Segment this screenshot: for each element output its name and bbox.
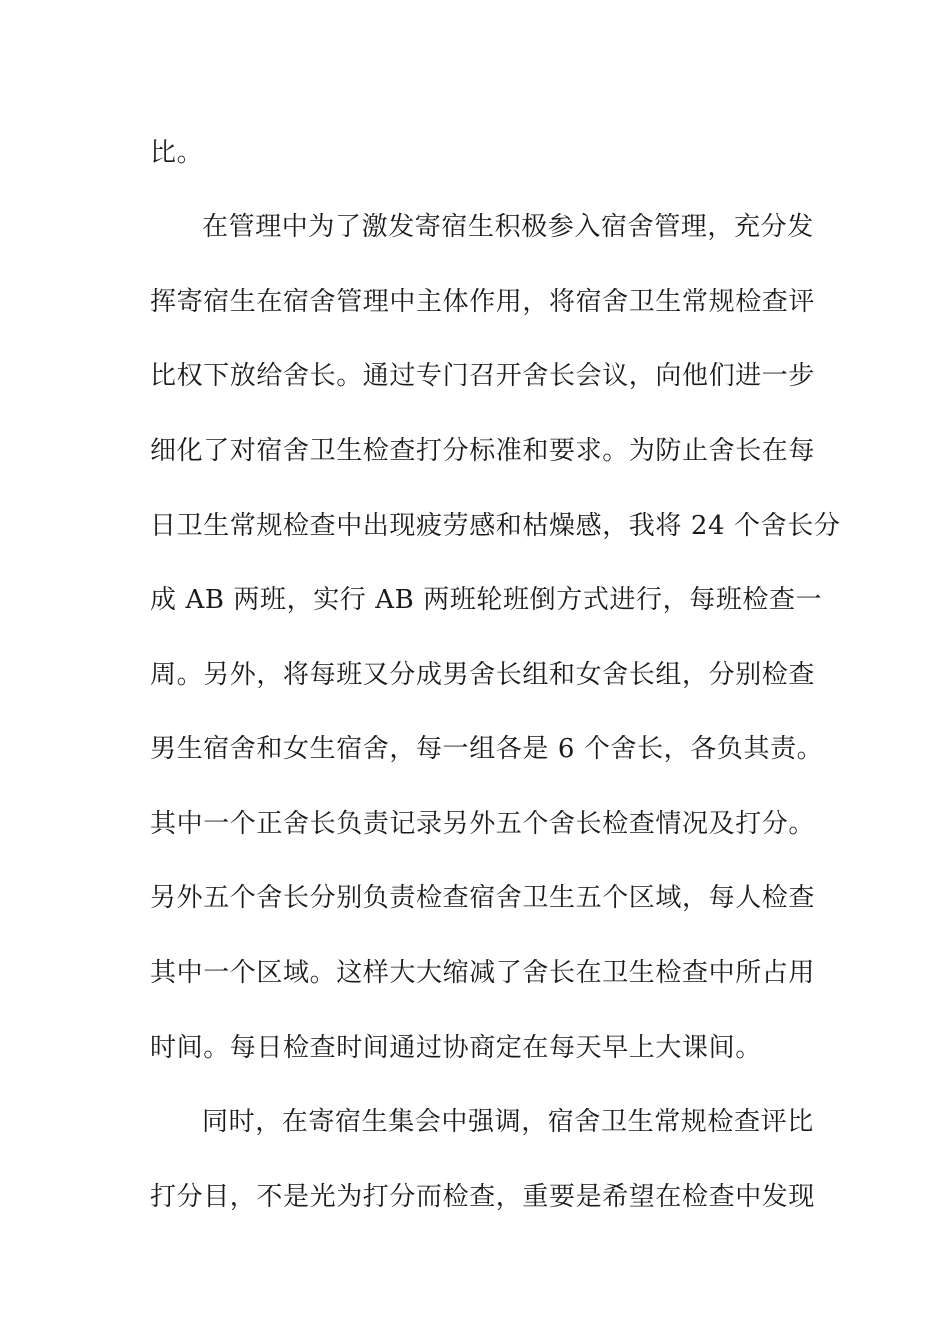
paragraph-first-line: 在管理中为了激发寄宿生积极参入宿舍管理，充分发 [202,212,814,242]
text-line: 细化了对宿舍卫生检查打分标准和要求。为防止舍长在每 [150,436,816,466]
text-line: 打分目，不是光为打分而检查，重要是希望在检查中发现 [150,1182,816,1212]
text-line: 成 AB 两班，实行 AB 两班轮班倒方式进行，每班检查一 [150,585,823,615]
text-line: 比权下放给舍长。通过专门召开舍长会议，向他们进一步 [150,361,816,391]
text-line: 比。 [150,138,204,168]
text-line: 挥寄宿生在宿舍管理中主体作用，将宿舍卫生常规检查评 [150,287,816,317]
text-line: 男生宿舍和女生宿舍，每一组各是 6 个舍长，各负其责。 [150,734,824,764]
paragraph-first-line: 同时，在寄宿生集会中强调，宿舍卫生常规检查评比 [202,1107,814,1137]
text-line: 时间。每日检查时间通过协商定在每天早上大课间。 [150,1033,762,1063]
text-line: 日卫生常规检查中出现疲劳感和枯燥感，我将 24 个舍长分 [150,511,841,541]
text-line: 另外五个舍长分别负责检查宿舍卫生五个区域，每人检查 [150,883,816,913]
text-line: 其中一个区域。这样大大缩减了舍长在卫生检查中所占用 [150,958,816,988]
text-line: 其中一个正舍长负责记录另外五个舍长检查情况及打分。 [150,809,816,839]
text-line: 周。另外，将每班又分成男舍长组和女舍长组，分别检查 [150,660,816,690]
